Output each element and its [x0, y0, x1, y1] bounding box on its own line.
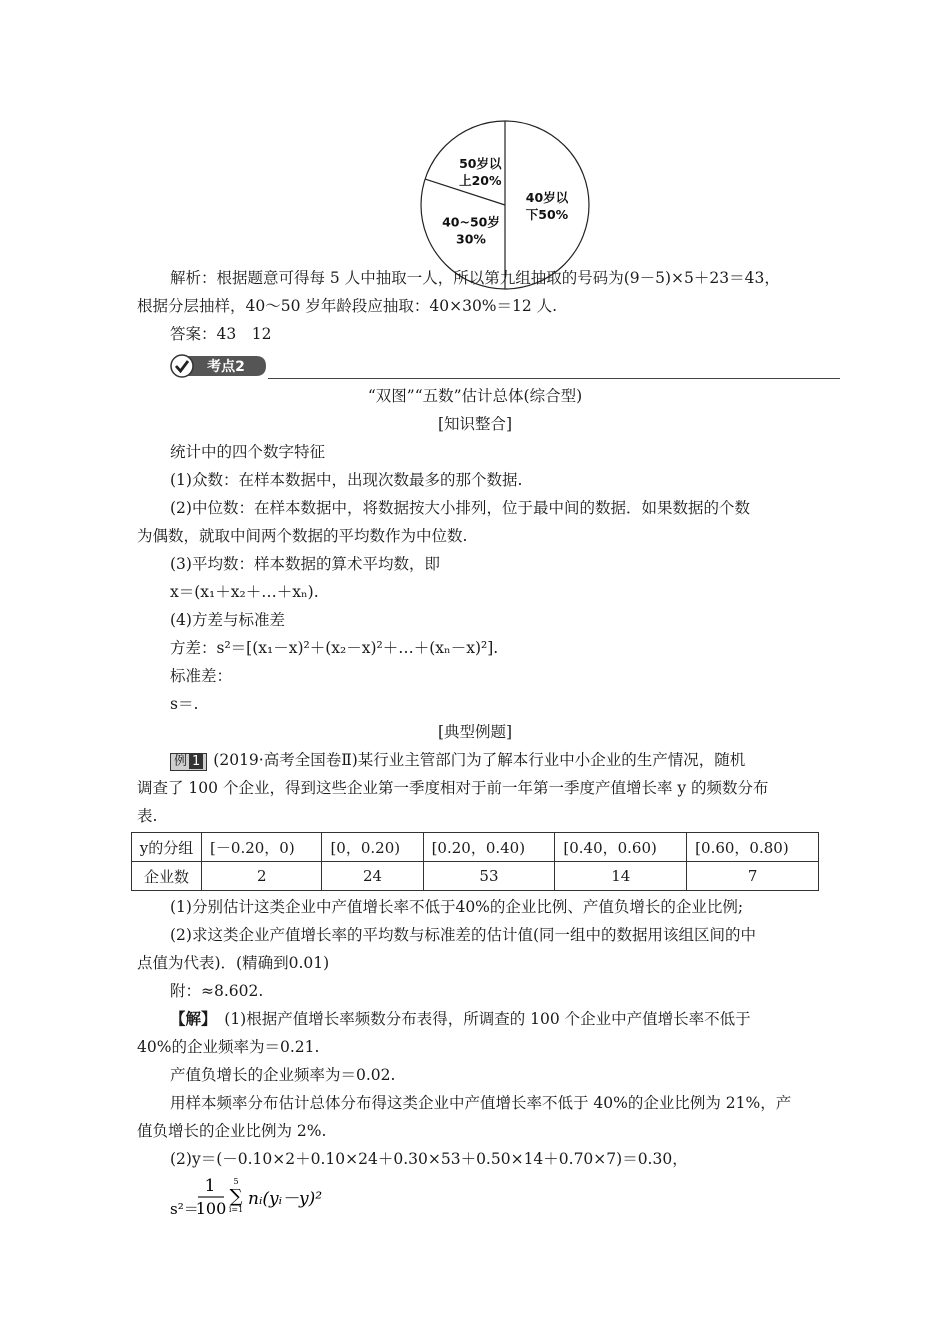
- table-cell: 24: [322, 862, 423, 891]
- section-title: “双图”“五数”估计总体(综合型): [367, 387, 583, 405]
- solution-line: 用样本频率分布估计总体分布得这类企业中产值增长率不低于 40%的企业比例为 21%，产: [170, 1094, 792, 1112]
- pie-slice-label: 30%: [456, 231, 486, 247]
- section-rule: [268, 378, 840, 379]
- analysis-line-2: 根据分层抽样，40～50 岁年龄段应抽取：40×30%＝12 人.: [137, 297, 558, 315]
- table-cell: [0.20，0.40): [423, 833, 555, 862]
- sum-lower: i=1: [228, 1205, 244, 1214]
- pie-slice-label: 上20%: [459, 173, 502, 188]
- table-cell: [0.40，0.60): [555, 833, 687, 862]
- section-badge: [170, 354, 268, 378]
- example-line-1: 例 1 (2019·高考全国卷Ⅱ)某行业主管部门为了解本行业中小企业的生产情况，随机: [170, 750, 745, 771]
- question-line: 附：≈8.602.: [170, 982, 264, 1000]
- question-line: 点值为代表)．(精确到0.01): [137, 954, 330, 972]
- sum-upper: 5: [233, 1177, 239, 1186]
- example-line-3: 表.: [137, 807, 158, 825]
- knowledge-line: (4)方差与标准差: [170, 611, 285, 629]
- table-cell: 企业数: [132, 862, 202, 891]
- pie-slice-label: 下50%: [525, 207, 569, 222]
- formula-body: nᵢ(yᵢ－y)²: [248, 1189, 323, 1209]
- formula-denominator: 100: [195, 1199, 227, 1218]
- knowledge-line: 方差：s²＝[(x₁－x)²＋(x₂－x)²＋…＋(xₙ－x)²].: [170, 639, 499, 657]
- example-line-2: 调查了 100 个企业，得到这些企业第一季度相对于前一年第一季度产值增长率 y 的频数分布: [137, 779, 769, 797]
- knowledge-line: (3)平均数：样本数据的算术平均数，即: [170, 555, 440, 573]
- solution-line: 值负增长的企业比例为 2%.: [137, 1122, 327, 1140]
- table-cell: 2: [202, 862, 322, 891]
- solution-line-1: 【解】 (1)根据产值增长率频数分布表得，所调查的 100 个企业中产值增长率不低于: [170, 1009, 751, 1028]
- table-cell: y的分组: [132, 833, 202, 862]
- question-line: (2)求这类企业产值增长率的平均数与标准差的估计值(同一组中的数据用该组区间的中: [170, 926, 757, 944]
- formula-lhs: s²＝: [170, 1200, 199, 1218]
- knowledge-line: (2)中位数：在样本数据中，将数据按大小排列，位于最中间的数据．如果数据的个数: [170, 499, 750, 517]
- knowledge-line: (1)众数：在样本数据中，出现次数最多的那个数据.: [170, 471, 523, 489]
- analysis-line-1: 解析：根据题意可得每 5 人中抽取一人，所以第九组抽取的号码为(9－5)×5＋23＝43，: [170, 269, 780, 287]
- table-cell: [0.60，0.80): [687, 833, 819, 862]
- table-row: [132, 862, 819, 891]
- solution-line: 40%的企业频率为＝0.21.: [137, 1038, 320, 1056]
- example-badge: 例 1: [170, 753, 207, 771]
- table-row: [132, 833, 819, 862]
- solution-line: 产值负增长的企业频率为＝0.02.: [170, 1066, 396, 1084]
- knowledge-line: x＝(x₁＋x₂＋…＋xₙ).: [170, 583, 319, 601]
- table-cell: [－0.20，0): [202, 833, 322, 862]
- knowledge-line: 标准差：: [170, 667, 233, 685]
- variance-formula: [170, 1172, 370, 1222]
- sigma-symbol: ∑: [229, 1186, 243, 1207]
- knowledge-line: s＝.: [170, 695, 199, 713]
- formula-numerator: 1: [204, 1176, 216, 1196]
- pie-slice-label: 40岁以: [525, 190, 569, 205]
- example-heading: [典型例题]: [437, 723, 513, 741]
- table-cell: [0，0.20): [322, 833, 423, 862]
- table-cell: 14: [555, 862, 687, 891]
- frequency-table: [131, 832, 819, 891]
- badge-label: 考点2: [207, 359, 245, 375]
- section-subtitle: [知识整合]: [437, 415, 513, 433]
- knowledge-line: 统计中的四个数字特征: [170, 443, 326, 461]
- knowledge-line: 为偶数，就取中间两个数据的平均数作为中位数.: [137, 527, 468, 545]
- answer-line: 答案：43 12: [170, 325, 272, 343]
- solution-line: (2)y＝(－0.10×2＋0.10×24＋0.30×53＋0.50×14＋0.70×7)＝0.30，: [170, 1150, 688, 1168]
- question-line: (1)分别估计这类企业中产值增长率不低于40%的企业比例、产值负增长的企业比例;: [170, 898, 744, 916]
- pie-slice-label: 40~50岁: [442, 214, 500, 230]
- table-cell: 7: [687, 862, 819, 891]
- pie-slice-label: 50岁以: [459, 156, 502, 171]
- solution-tag: 【解】: [170, 1009, 209, 1028]
- badge-circle: [171, 355, 193, 377]
- table-cell: 53: [423, 862, 555, 891]
- age-pie-chart: [420, 120, 590, 290]
